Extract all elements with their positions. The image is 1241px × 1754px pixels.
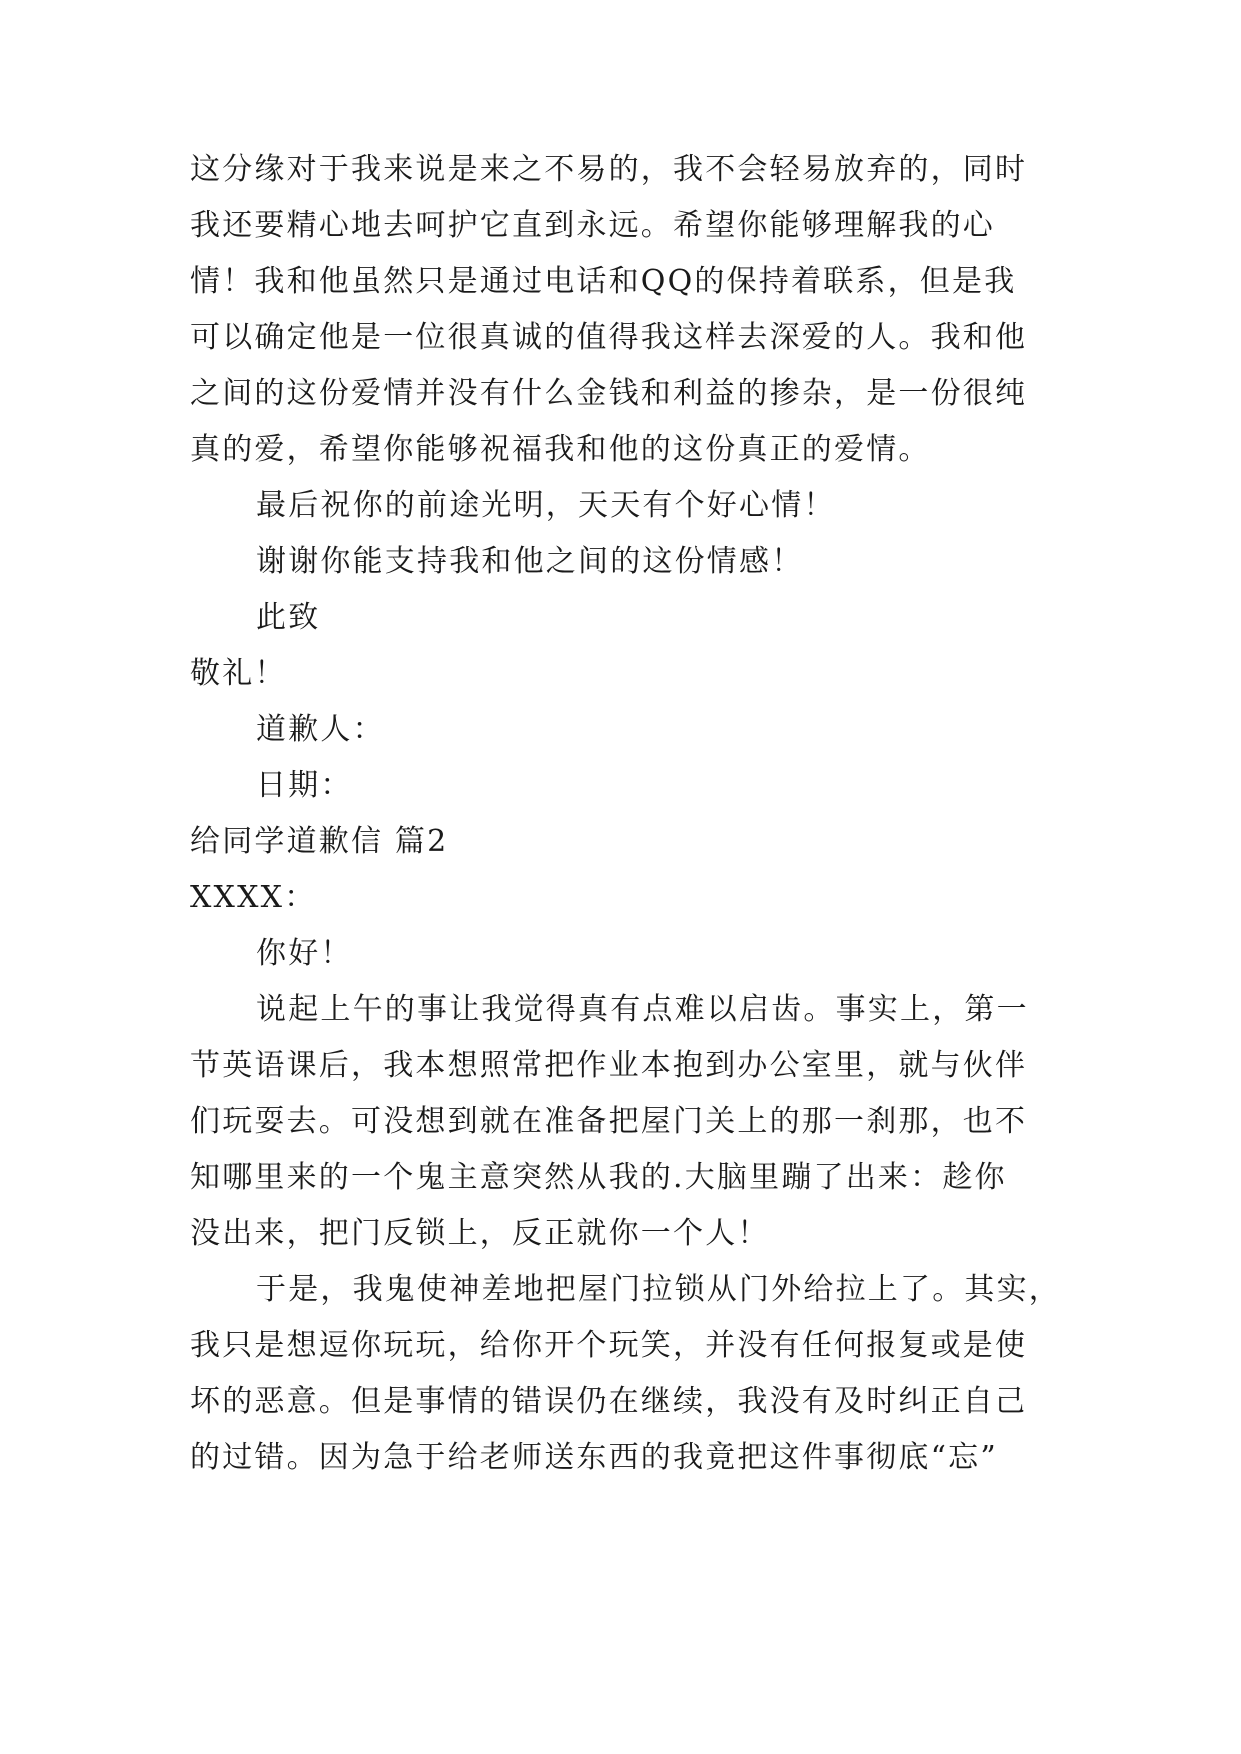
greeting-line: 你好！ xyxy=(256,936,353,971)
paragraph-line: 没出来，把门反锁上，反正就你一个人！ xyxy=(190,1216,770,1251)
closing-wish-line: 最后祝你的前途光明，天天有个好心情！ xyxy=(256,488,836,523)
paragraph-line: 情！我和他虽然只是通过电话和QQ的保持着联系，但是我 xyxy=(190,264,1017,299)
paragraph-line: 于是，我鬼使神差地把屋门拉锁从门外给拉上了。其实， xyxy=(256,1272,1061,1307)
recipient-line: XXXX： xyxy=(190,880,317,915)
paragraph-line: 坏的恶意。但是事情的错误仍在继续，我没有及时纠正自己 xyxy=(190,1384,1028,1419)
salutation-closing: 敬礼！ xyxy=(190,656,287,691)
paragraph-line: 可以确定他是一位很真诚的值得我这样去深爱的人。我和他 xyxy=(190,320,1028,355)
paragraph-line: 知哪里来的一个鬼主意突然从我的.大脑里蹦了出来：趁你 xyxy=(190,1160,1007,1195)
signer-label: 道歉人： xyxy=(256,712,385,747)
section-title: 给同学道歉信 篇2 xyxy=(190,824,449,859)
thanks-line: 谢谢你能支持我和他之间的这份情感！ xyxy=(256,544,804,579)
paragraph-line: 节英语课后，我本想照常把作业本抱到办公室里，就与伙伴 xyxy=(190,1048,1028,1083)
paragraph-line: 我只是想逗你玩玩，给你开个玩笑，并没有任何报复或是使 xyxy=(190,1328,1028,1363)
paragraph-line: 真的爱，希望你能够祝福我和他的这份真正的爱情。 xyxy=(190,432,931,467)
paragraph-line: 说起上午的事让我觉得真有点难以启齿。事实上，第一 xyxy=(256,992,1029,1027)
date-label: 日期： xyxy=(256,768,353,803)
paragraph-line: 的过错。因为急于给老师送东西的我竟把这件事彻底“忘” xyxy=(190,1440,998,1475)
paragraph-line: 们玩耍去。可没想到就在准备把屋门关上的那一刹那，也不 xyxy=(190,1104,1028,1139)
salutation-line: 此致 xyxy=(256,600,321,635)
paragraph-line: 我还要精心地去呵护它直到永远。希望你能够理解我的心 xyxy=(190,208,995,243)
paragraph-line: 这分缘对于我来说是来之不易的，我不会轻易放弃的，同时 xyxy=(190,152,1028,187)
paragraph-line: 之间的这份爱情并没有什么金钱和利益的掺杂，是一份很纯 xyxy=(190,376,1028,411)
